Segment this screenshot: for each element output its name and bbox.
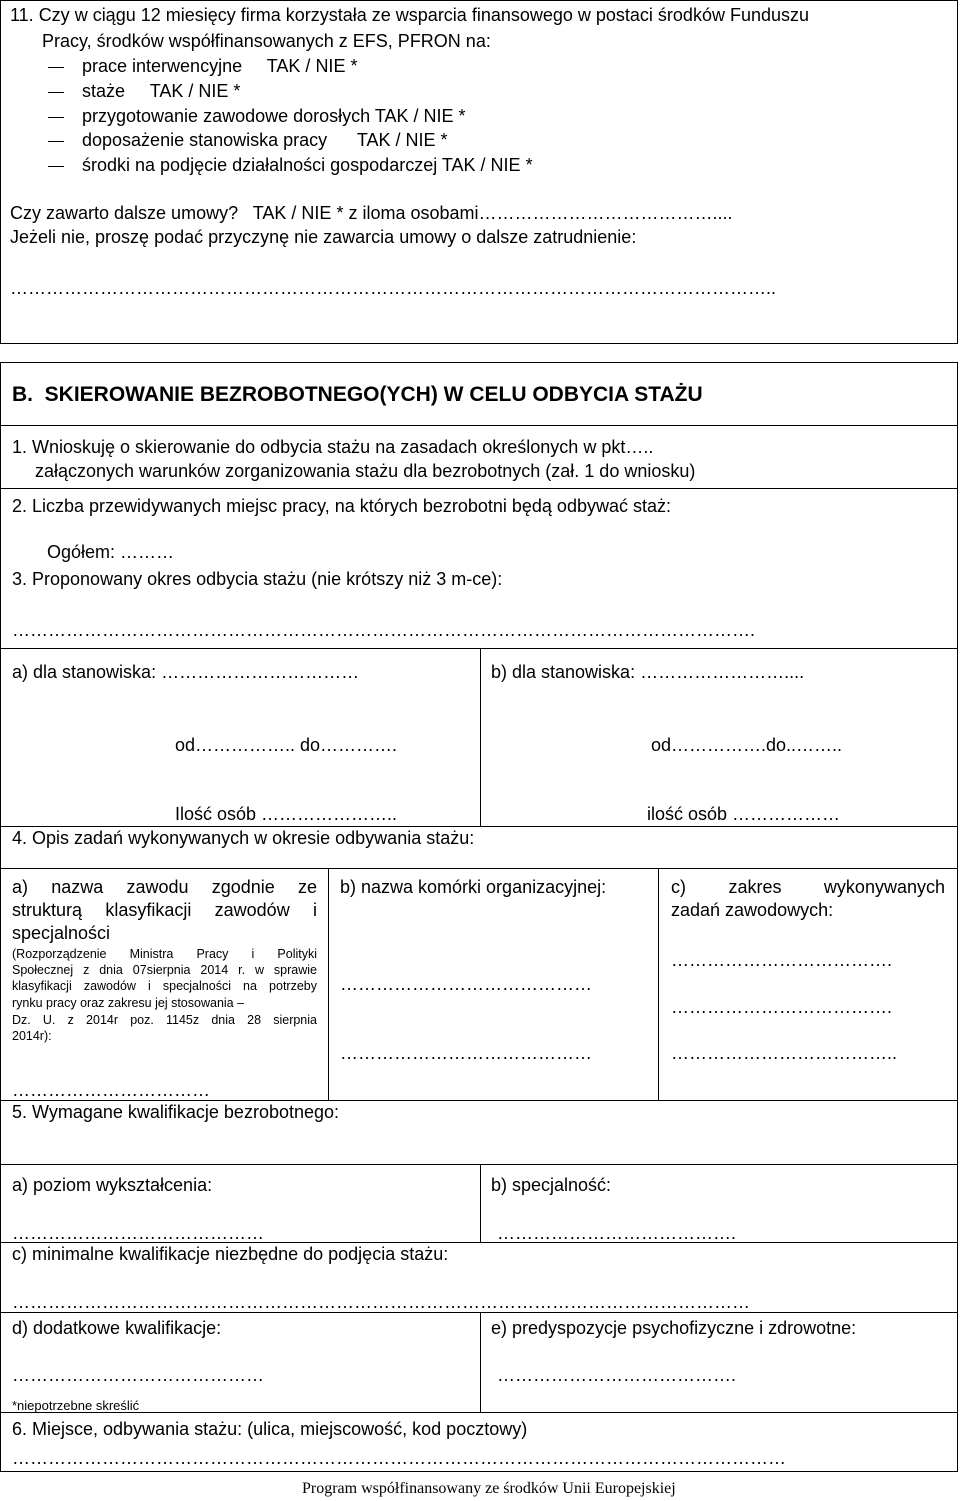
q11-reason: Jeżeli nie, proszę podać przyczynę nie zawarcia umowy o dalsze zatrudnienie:	[10, 227, 637, 247]
top-border	[0, 0, 958, 1]
right-border-main	[957, 362, 958, 1472]
p3-dots: …………………………………………………………………………………………………………….	[12, 620, 756, 640]
q11-line1: 11. Czy w ciągu 12 miesięcy firma korzystała ze wsparcia finansowego w postaci środków Funduszu	[10, 5, 810, 25]
divider-p4	[0, 826, 958, 827]
q11-item: przygotowanie zawodowe dorosłych TAK / NIE *	[48, 106, 466, 127]
divider-p4-col2	[658, 868, 659, 1100]
p3-b-count: ilość osób ………………	[647, 804, 841, 824]
q11-contract: Czy zawarto dalsze umowy? TAK / NIE * z iloma osobami…………………………………....	[10, 203, 733, 223]
p4-col-c-dots: ……………………………….	[671, 997, 893, 1017]
p5-c-label: c) minimalne kwalifikacje niezbędne do podjęcia stażu:	[12, 1244, 449, 1264]
q11-item: staże TAK / NIE *	[48, 81, 240, 102]
section-b-bottom-border	[0, 425, 958, 426]
divider-p4-col1	[328, 868, 329, 1100]
dash-bullet	[48, 67, 64, 68]
q11-bottom-border	[0, 343, 958, 344]
p1-line2: załączonych warunków zorganizowania stażu dla bezrobotnych (zał. 1 do wniosku)	[35, 461, 696, 481]
p4-col-b-dots: ……………………………………	[340, 1043, 592, 1063]
q11-item: doposażenie stanowiska pracy TAK / NIE *	[48, 130, 448, 151]
p4-col-c-dots: ……………………………….	[671, 950, 893, 970]
dash-bullet	[48, 117, 64, 118]
footnote: *niepotrzebne skreślić	[12, 1398, 140, 1413]
p3-b-period: od…………….do..……..	[651, 735, 843, 755]
p4-col-a-small: 2014r):	[12, 1029, 52, 1043]
dash-bullet	[48, 141, 64, 142]
section-b-title: B. SKIEROWANIE BEZROBOTNEGO(YCH) W CELU ODBYCIA STAŻU	[12, 383, 703, 406]
p4-col-b-label: b) nazwa komórki organizacyjnej:	[340, 877, 607, 897]
p5-d-dots: ……………………………………	[12, 1365, 264, 1385]
p3-a-count: Ilość osób …………………..	[175, 804, 398, 824]
dash-bullet	[48, 166, 64, 167]
p2-text: 2. Liczba przewidywanych miejsc pracy, na których bezrobotni będą odbywać staż:	[12, 496, 671, 516]
p4-col-b-dots: ……………………………………	[340, 974, 592, 994]
divider-p5-de-col	[480, 1312, 481, 1412]
p4-col-a-small: rynku pracy oraz zakresu jej stosowania –	[12, 996, 245, 1010]
p1-line1: 1. Wnioskuję o skierowanie do odbycia stażu na zasadach określonych w pkt…..	[12, 437, 654, 457]
p4-col-a-small: klasyfikacji zawodów i specjalności na potrzeby	[12, 979, 317, 993]
right-border-q11	[957, 0, 958, 344]
p4-col-a-line: specjalności	[12, 923, 111, 943]
p5-b-label: b) specjalność:	[491, 1175, 612, 1195]
bottom-border	[0, 1471, 958, 1472]
p4-col-a-small: Dz. U. z 2014r poz. 1145z dnia 28 sierpnia	[12, 1013, 317, 1027]
p5-e-dots: ………………………………….	[497, 1365, 737, 1385]
divider-p1-p2	[0, 488, 958, 489]
q11-line2: Pracy, środków współfinansowanych z EFS, PFRON na:	[42, 31, 491, 51]
p6-dots: …………………………………………………………………………………………………………………	[12, 1448, 786, 1468]
p4-col-c-dots: ………………………………..	[671, 1043, 898, 1063]
p4-col-c-line: c) zakres wykonywanych	[671, 877, 945, 897]
p4-col-a-line: strukturą klasyfikacji zawodów i	[12, 900, 317, 920]
p5-e-label: e) predyspozycje psychofizyczne i zdrowotne:	[491, 1318, 857, 1338]
p4-text: 4. Opis zadań wykonywanych w okresie odbywania stażu:	[12, 828, 475, 848]
footer-text: Program współfinansowany ze środków Unii Europejskiej	[302, 1480, 676, 1497]
divider-p4-table	[0, 868, 958, 869]
left-border-main	[0, 362, 1, 1472]
p5-b-dots: ………………………………….	[497, 1223, 737, 1243]
divider-stanowiska-col	[480, 648, 481, 826]
p5-c-dots: ……………………………………………………………………………………………………………	[12, 1292, 750, 1312]
divider-p6	[0, 1412, 958, 1413]
section-b-top-border	[0, 362, 958, 363]
dash-bullet	[48, 92, 64, 93]
p5-a-dots: ……………………………………	[12, 1223, 264, 1243]
p5-a-label: a) poziom wykształcenia:	[12, 1175, 213, 1195]
p6-text: 6. Miejsce, odbywania stażu: (ulica, miejscowość, kod pocztowy)	[12, 1419, 528, 1439]
p5-text: 5. Wymagane kwalifikacje bezrobotnego:	[12, 1102, 340, 1122]
q11-item: środki na podjęcie działalności gospodarczej TAK / NIE *	[48, 155, 533, 176]
divider-p5-ab	[480, 1164, 481, 1242]
p3-a-period: od…………….. do………….	[175, 735, 398, 755]
p4-col-a-dots: ……………………………	[12, 1080, 210, 1100]
divider-p5	[0, 1164, 958, 1165]
p3-a-label: a) dla stanowiska: ……………………………	[12, 662, 360, 682]
p5-d-label: d) dodatkowe kwalifikacje:	[12, 1318, 222, 1338]
p4-col-a-small: Społecznej z dnia 07sierpnia 2014 r. w sprawie	[12, 963, 317, 977]
p2-total: Ogółem: ………	[47, 542, 175, 562]
p3-text: 3. Proponowany okres odbycia stażu (nie krótszy niż 3 m-ce):	[12, 569, 503, 589]
p4-col-c-line: zadań zawodowych:	[671, 900, 834, 920]
p3-b-label: b) dla stanowiska: ……………………....	[491, 662, 805, 682]
q11-reason-dots: ………………………………………………………………………………………………………………..	[10, 278, 777, 298]
divider-p3-stanowiska	[0, 648, 958, 649]
q11-item: prace interwencyjne TAK / NIE *	[48, 56, 357, 77]
left-border-q11	[0, 0, 1, 344]
p4-col-a-line: a) nazwa zawodu zgodnie ze	[12, 877, 317, 897]
p4-col-a-small: (Rozporządzenie Ministra Pracy i Polityki	[12, 947, 317, 961]
